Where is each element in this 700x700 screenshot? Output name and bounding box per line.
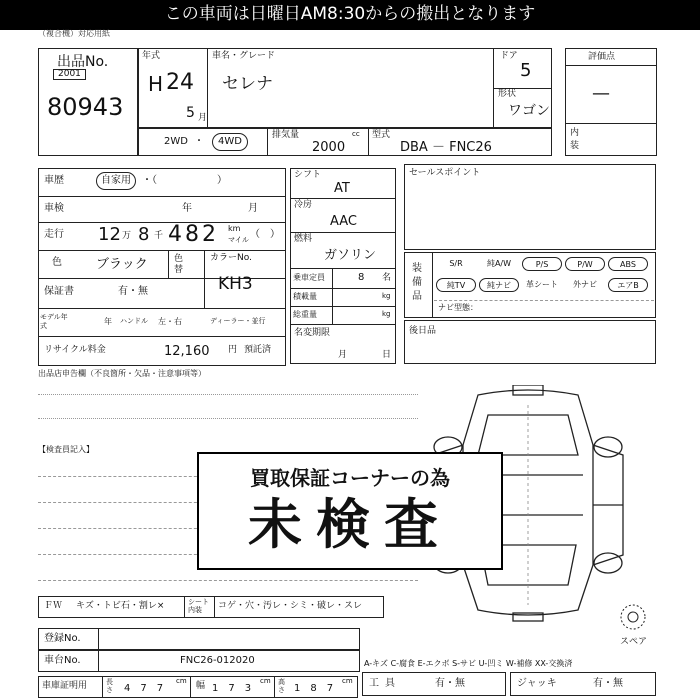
- color-change-label: 色替: [174, 254, 184, 275]
- model-year-month: 5: [186, 105, 195, 121]
- cert-width-label: 幅: [196, 681, 206, 691]
- mileage-value-c: 482: [168, 222, 219, 247]
- spare-label: スペア: [620, 637, 648, 647]
- top-banner: [0, 0, 700, 30]
- recycle-value: 12,160: [164, 344, 210, 359]
- mileage-label: 走行: [44, 229, 64, 240]
- equipment-item: エアB: [608, 278, 648, 292]
- equipment-item: S/R: [449, 259, 463, 268]
- reserve-label: 後日品: [409, 326, 437, 336]
- load-unit: kg: [382, 292, 391, 300]
- equipment-item: 外ナビ: [573, 280, 597, 289]
- mileage-value-b: 8: [138, 224, 150, 245]
- registration-label: 登録No.: [44, 633, 81, 644]
- gross-label: 総重量: [293, 310, 317, 319]
- rating-box: [565, 48, 657, 156]
- equipment-nav-type: ナビ型態：: [438, 303, 478, 312]
- cert-width: 173: [212, 683, 262, 694]
- equipment-item: P/S: [522, 257, 562, 271]
- chassis-label: 車台No.: [44, 655, 81, 666]
- ac-value: AAC: [330, 214, 357, 229]
- equipment-label: 装備品: [412, 263, 422, 302]
- model-year-era: H: [148, 72, 164, 96]
- history-rest: ・（ ）: [142, 175, 227, 186]
- model-year2-dealer: ディーラー・並行: [210, 317, 266, 325]
- body-shape-value: ワゴン: [508, 103, 550, 119]
- inspection-month: 月: [248, 203, 258, 214]
- model-code-value: DBA － FNC26: [400, 140, 492, 155]
- model-year-label: 年式: [142, 51, 161, 61]
- equipment-item: 純ナビ: [479, 278, 519, 292]
- mileage-km: km: [228, 224, 241, 233]
- equipment-item: P/W: [565, 257, 605, 271]
- equipment-item: 純TV: [436, 278, 476, 292]
- model-year2-year: 年: [104, 317, 112, 326]
- mileage-paren: （ ）: [250, 229, 280, 240]
- lot-label: 出品No.: [57, 54, 109, 70]
- warranty-label: 保証書: [44, 286, 74, 297]
- inspection-label: 車検: [44, 203, 64, 214]
- model-year-value: 24: [166, 70, 194, 95]
- interior-label: 内装: [570, 128, 580, 151]
- cert-length-cm: cm: [176, 677, 187, 685]
- reserve-box: [404, 320, 656, 364]
- drive-4wd: 4WD: [212, 133, 248, 151]
- warranty-value: 有・無: [118, 286, 148, 297]
- sales-point-box: [404, 164, 656, 250]
- cert-length-label: 長さ: [106, 678, 113, 694]
- gross-unit: kg: [382, 310, 391, 318]
- mileage-sen: 千: [154, 231, 164, 241]
- history-value: 自家用: [96, 172, 136, 190]
- drive-dot: ・: [194, 136, 204, 147]
- fuel-label: 燃料: [294, 234, 313, 244]
- capacity-unit: 名: [382, 273, 392, 283]
- doors-value: 5: [520, 60, 532, 81]
- color-label: 色: [52, 257, 62, 268]
- lot-box: [38, 48, 138, 156]
- chassis-value: FNC26-012020: [180, 655, 255, 666]
- top-note: （複合機）対応用紙: [38, 29, 110, 38]
- color-code-value: KH3: [218, 274, 253, 294]
- displacement-unit: cc: [352, 130, 360, 138]
- recycle-unit: 円: [228, 345, 238, 355]
- seller-notes-label: 出品店申告欄（不良箇所・欠品・注意事項等）: [38, 369, 206, 378]
- ac-label: 冷房: [294, 200, 313, 210]
- equipment-item: ABS: [608, 257, 648, 271]
- banner-text: この車両は日曜日AM8:30からの搬出となります: [164, 4, 536, 24]
- model-code-label: 型式: [372, 130, 391, 140]
- jack-label: ジャッキ: [517, 678, 557, 689]
- stamp-line1: 買取保証コーナーの為: [250, 466, 450, 490]
- car-name-value: セレナ: [222, 74, 273, 94]
- drive-2wd: 2WD: [164, 136, 188, 147]
- rating-label: 評価点: [588, 52, 616, 62]
- mileage-value-a: 12: [98, 224, 121, 245]
- tools-value: 有・無: [435, 678, 465, 689]
- capacity-label: 乗車定員: [293, 273, 325, 282]
- displacement-label: 排気量: [272, 130, 300, 140]
- model-year2-handle: ハンドル: [120, 317, 148, 325]
- modify-month: 月: [338, 350, 348, 360]
- fw-items: キズ・トビ石・割レ×: [76, 601, 165, 611]
- color-value: ブラック: [96, 257, 148, 272]
- history-label: 車歴: [44, 175, 64, 186]
- equipment-item: 純A/W: [486, 259, 512, 268]
- cert-height: 187: [294, 683, 344, 694]
- lot-number: 80943: [47, 93, 124, 121]
- car-name-label: 車名・グレード: [212, 51, 276, 61]
- modify-label: 名変期限: [294, 328, 331, 338]
- shift-label: シフト: [294, 170, 322, 180]
- seat-label: シート内装: [188, 598, 209, 614]
- spare-tire-icon: [618, 602, 648, 632]
- jack-value: 有・無: [593, 678, 623, 689]
- body-shape-label: 形状: [498, 89, 517, 99]
- damage-legend: A-キズ C-腐食 E-エクボ S-サビ U-凹ミ W-補修 XX-交換済: [364, 659, 573, 668]
- inspector-label: 【検査員記入】: [38, 445, 94, 454]
- cert-height-cm: cm: [342, 677, 353, 685]
- load-label: 積載量: [293, 292, 317, 301]
- model-year2-label: モデル年式: [40, 313, 68, 330]
- cert-height-label: 高さ: [278, 678, 285, 694]
- fuel-value: ガソリン: [324, 248, 377, 263]
- cert-label: 車庫証明用: [42, 681, 88, 691]
- cert-width-cm: cm: [260, 677, 271, 685]
- model-year2-lr: 左・右: [158, 317, 182, 326]
- displacement-value: 2000: [312, 140, 346, 155]
- rating-value: —: [592, 83, 610, 104]
- stamp-line2: 未検査: [248, 493, 452, 556]
- color-code-label: カラーNo.: [210, 253, 252, 263]
- mileage-man: 万: [122, 231, 132, 241]
- modify-day: 日: [382, 350, 392, 360]
- doors-label: ドア: [500, 51, 518, 61]
- fw-label: ＦＷ: [44, 601, 63, 611]
- inspection-year: 年: [182, 203, 192, 214]
- mileage-mile: マイル: [228, 236, 249, 244]
- recycle-status: 預託済: [244, 345, 272, 355]
- tools-box: [362, 672, 506, 696]
- seat-items: コゲ・穴・汚レ・シミ・破レ・スレ: [218, 601, 363, 611]
- capacity-value: 8: [358, 272, 365, 283]
- cert-length: 477: [124, 683, 174, 694]
- unchecked-stamp: [197, 452, 503, 570]
- equipment-item: 革シート: [526, 280, 558, 289]
- sales-point-label: セールスポイント: [409, 168, 481, 178]
- shift-value: AT: [334, 181, 350, 196]
- lot-year-tag: 2001: [53, 69, 86, 80]
- recycle-label: リサイクル料金: [44, 345, 106, 355]
- jack-box: [510, 672, 656, 696]
- model-year-month-unit: 月: [198, 113, 208, 123]
- registration-row: [38, 628, 360, 650]
- tools-label: 工具: [369, 678, 401, 689]
